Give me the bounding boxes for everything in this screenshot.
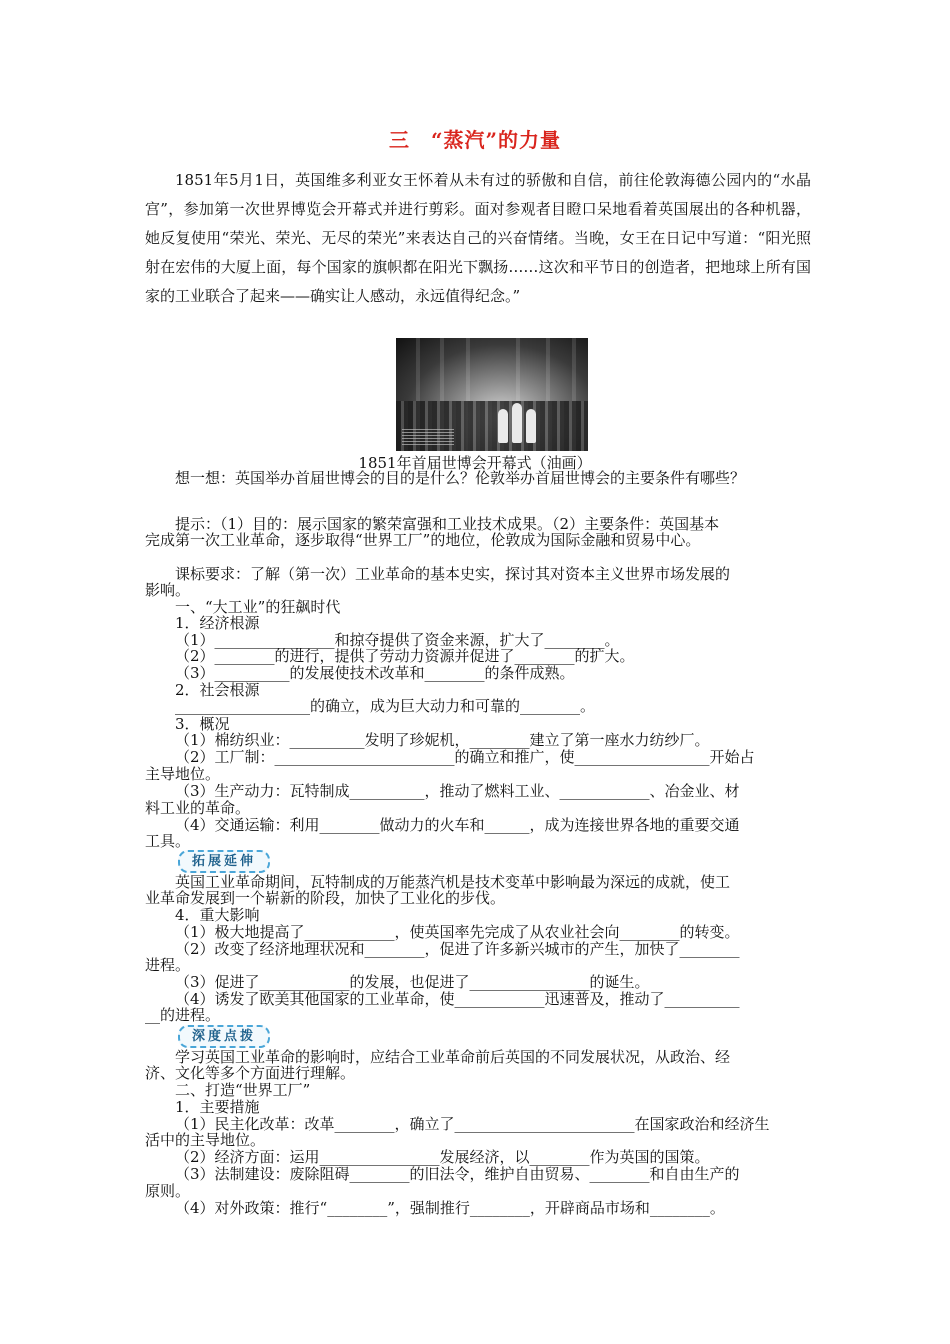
hint-line-2: 完成第一次工业革命，逐步取得“世界工厂”的地位，伦敦成为国际金融和贸易中心。 [145, 531, 701, 549]
insight-badge: 深度点拨 [178, 1025, 270, 1048]
fill-line: __的进程。 [145, 1006, 221, 1024]
fill-line: 原则。 [145, 1182, 191, 1200]
standard-line-2: 影响。 [145, 581, 191, 599]
hint-line-1: 提示：（1）目的：展示国家的繁荣富强和工业技术成果。（2）主要条件：英国基本 [175, 515, 720, 533]
subheading-measures: 1．主要措施 [175, 1098, 260, 1116]
fill-line: 进程。 [145, 956, 191, 974]
fill-line: （3）法制建设：废除阻碍________的旧法令，维护自由贸易、________和自由生产的 [175, 1165, 740, 1183]
fill-line: （1）________________和掠夺提供了资金来源，扩大了________。 [175, 631, 620, 649]
section-heading-2: 二、打造“世界工厂” [175, 1081, 311, 1099]
extension-text-2: 业革命发展到一个崭新的阶段，加快了工业化的步伐。 [145, 889, 506, 907]
extension-badge: 拓展延伸 [178, 850, 270, 873]
fill-line: （4）诱发了欧美其他国家的工业革命，使____________迅速普及，推动了__________ [175, 990, 740, 1008]
fill-line: （2）改变了经济地理状况和________，促进了许多新兴城市的产生，加快了________ [175, 940, 740, 958]
fill-line: 活中的主导地位。 [145, 1131, 266, 1149]
fill-line: （1）棉纺织业：__________发明了珍妮机，________建立了第一座水力纺纱厂。 [175, 731, 710, 749]
standard-line-1: 课标要求：了解（第一次）工业革命的基本史实，探讨其对资本主义世界市场发展的 [175, 565, 731, 583]
fill-line: （4）对外政策：推行“________”，强制推行________，开辟商品市场和________。 [175, 1199, 725, 1217]
fill-line: （2）工厂制：________________________的确立和推广，使__________________开始占 [175, 748, 755, 766]
fill-line: （4）交通运输：利用________做动力的火车和______，成为连接世界各地的重要交通 [175, 816, 740, 834]
insight-text-1: 学习英国工业革命的影响时，应结合工业革命前后英国的不同发展状况，从政治、经 [175, 1048, 731, 1066]
extension-text-1: 英国工业革命期间，瓦特制成的万能蒸汽机是技术变革中影响最为深远的成就，使工 [175, 873, 731, 891]
page-title: 三 “蒸汽”的力量 [388, 128, 561, 152]
section-heading-1: 一、“大工业”的狂飙时代 [175, 598, 341, 616]
fill-line: （2）经济方面：运用________________发展经济，以________作为英国的国策。 [175, 1148, 710, 1166]
oil-painting-image [396, 338, 588, 451]
fill-line: （1）民主化改革：改革________，确立了________________________在国家政治和经济生 [175, 1115, 770, 1133]
think-question: 想一想：英国举办首届世博会的目的是什么？伦敦举办首届世博会的主要条件有哪些？ [175, 469, 746, 487]
fill-line: （1）极大地提高了____________，使英国率先完成了从农业社会向________的转变。 [175, 923, 740, 941]
image-caption: 1851年首届世博会开幕式（油画） [358, 454, 592, 472]
fill-line: 工具。 [145, 832, 191, 850]
subheading-economic: 1．经济根源 [175, 614, 260, 632]
fill-line: 主导地位。 [145, 765, 221, 783]
insight-text-2: 济、文化等多个方面进行理解。 [145, 1064, 356, 1082]
fill-line: （3）促进了____________的发展，也促进了________________的诞生。 [175, 973, 650, 991]
subheading-social: 2．社会根源 [175, 681, 260, 699]
subheading-overview: 3．概况 [175, 715, 230, 733]
fill-line: （2）________的进行，提供了劳动力资源并促进了________的扩大。 [175, 647, 635, 665]
fill-line: 料工业的革命。 [145, 799, 251, 817]
fill-line: __________________的确立，成为巨大动力和可靠的________。 [175, 697, 596, 715]
fill-line: （3）__________的发展使技术改革和________的条件成熟。 [175, 664, 575, 682]
subheading-impact: 4．重大影响 [175, 906, 260, 924]
intro-paragraph: 1851年5月1日，英国维多利亚女王怀着从未有过的骄傲和自信，前往伦敦海德公园内的“水晶宫”，参加第一次世界博览会开幕式并进行剪彩。面对参观者目瞪口呆地看着英国展出的各种机器，她反复使用“荣光、荣光、无尽的荣光”来表达自己的兴奋情绪。当晚，女王在日记中写道：“阳光照射在宏伟的大厦上面，每个国家的旗帜都在阳光下飘扬……这次和平节日的创造者，把地球上所有国家的工业联合了起来——确实让人感动，永远值得纪念。” [145, 171, 811, 305]
fill-line: （3）生产动力：瓦特制成__________，推动了燃料工业、____________、冶金业、材 [175, 782, 740, 800]
